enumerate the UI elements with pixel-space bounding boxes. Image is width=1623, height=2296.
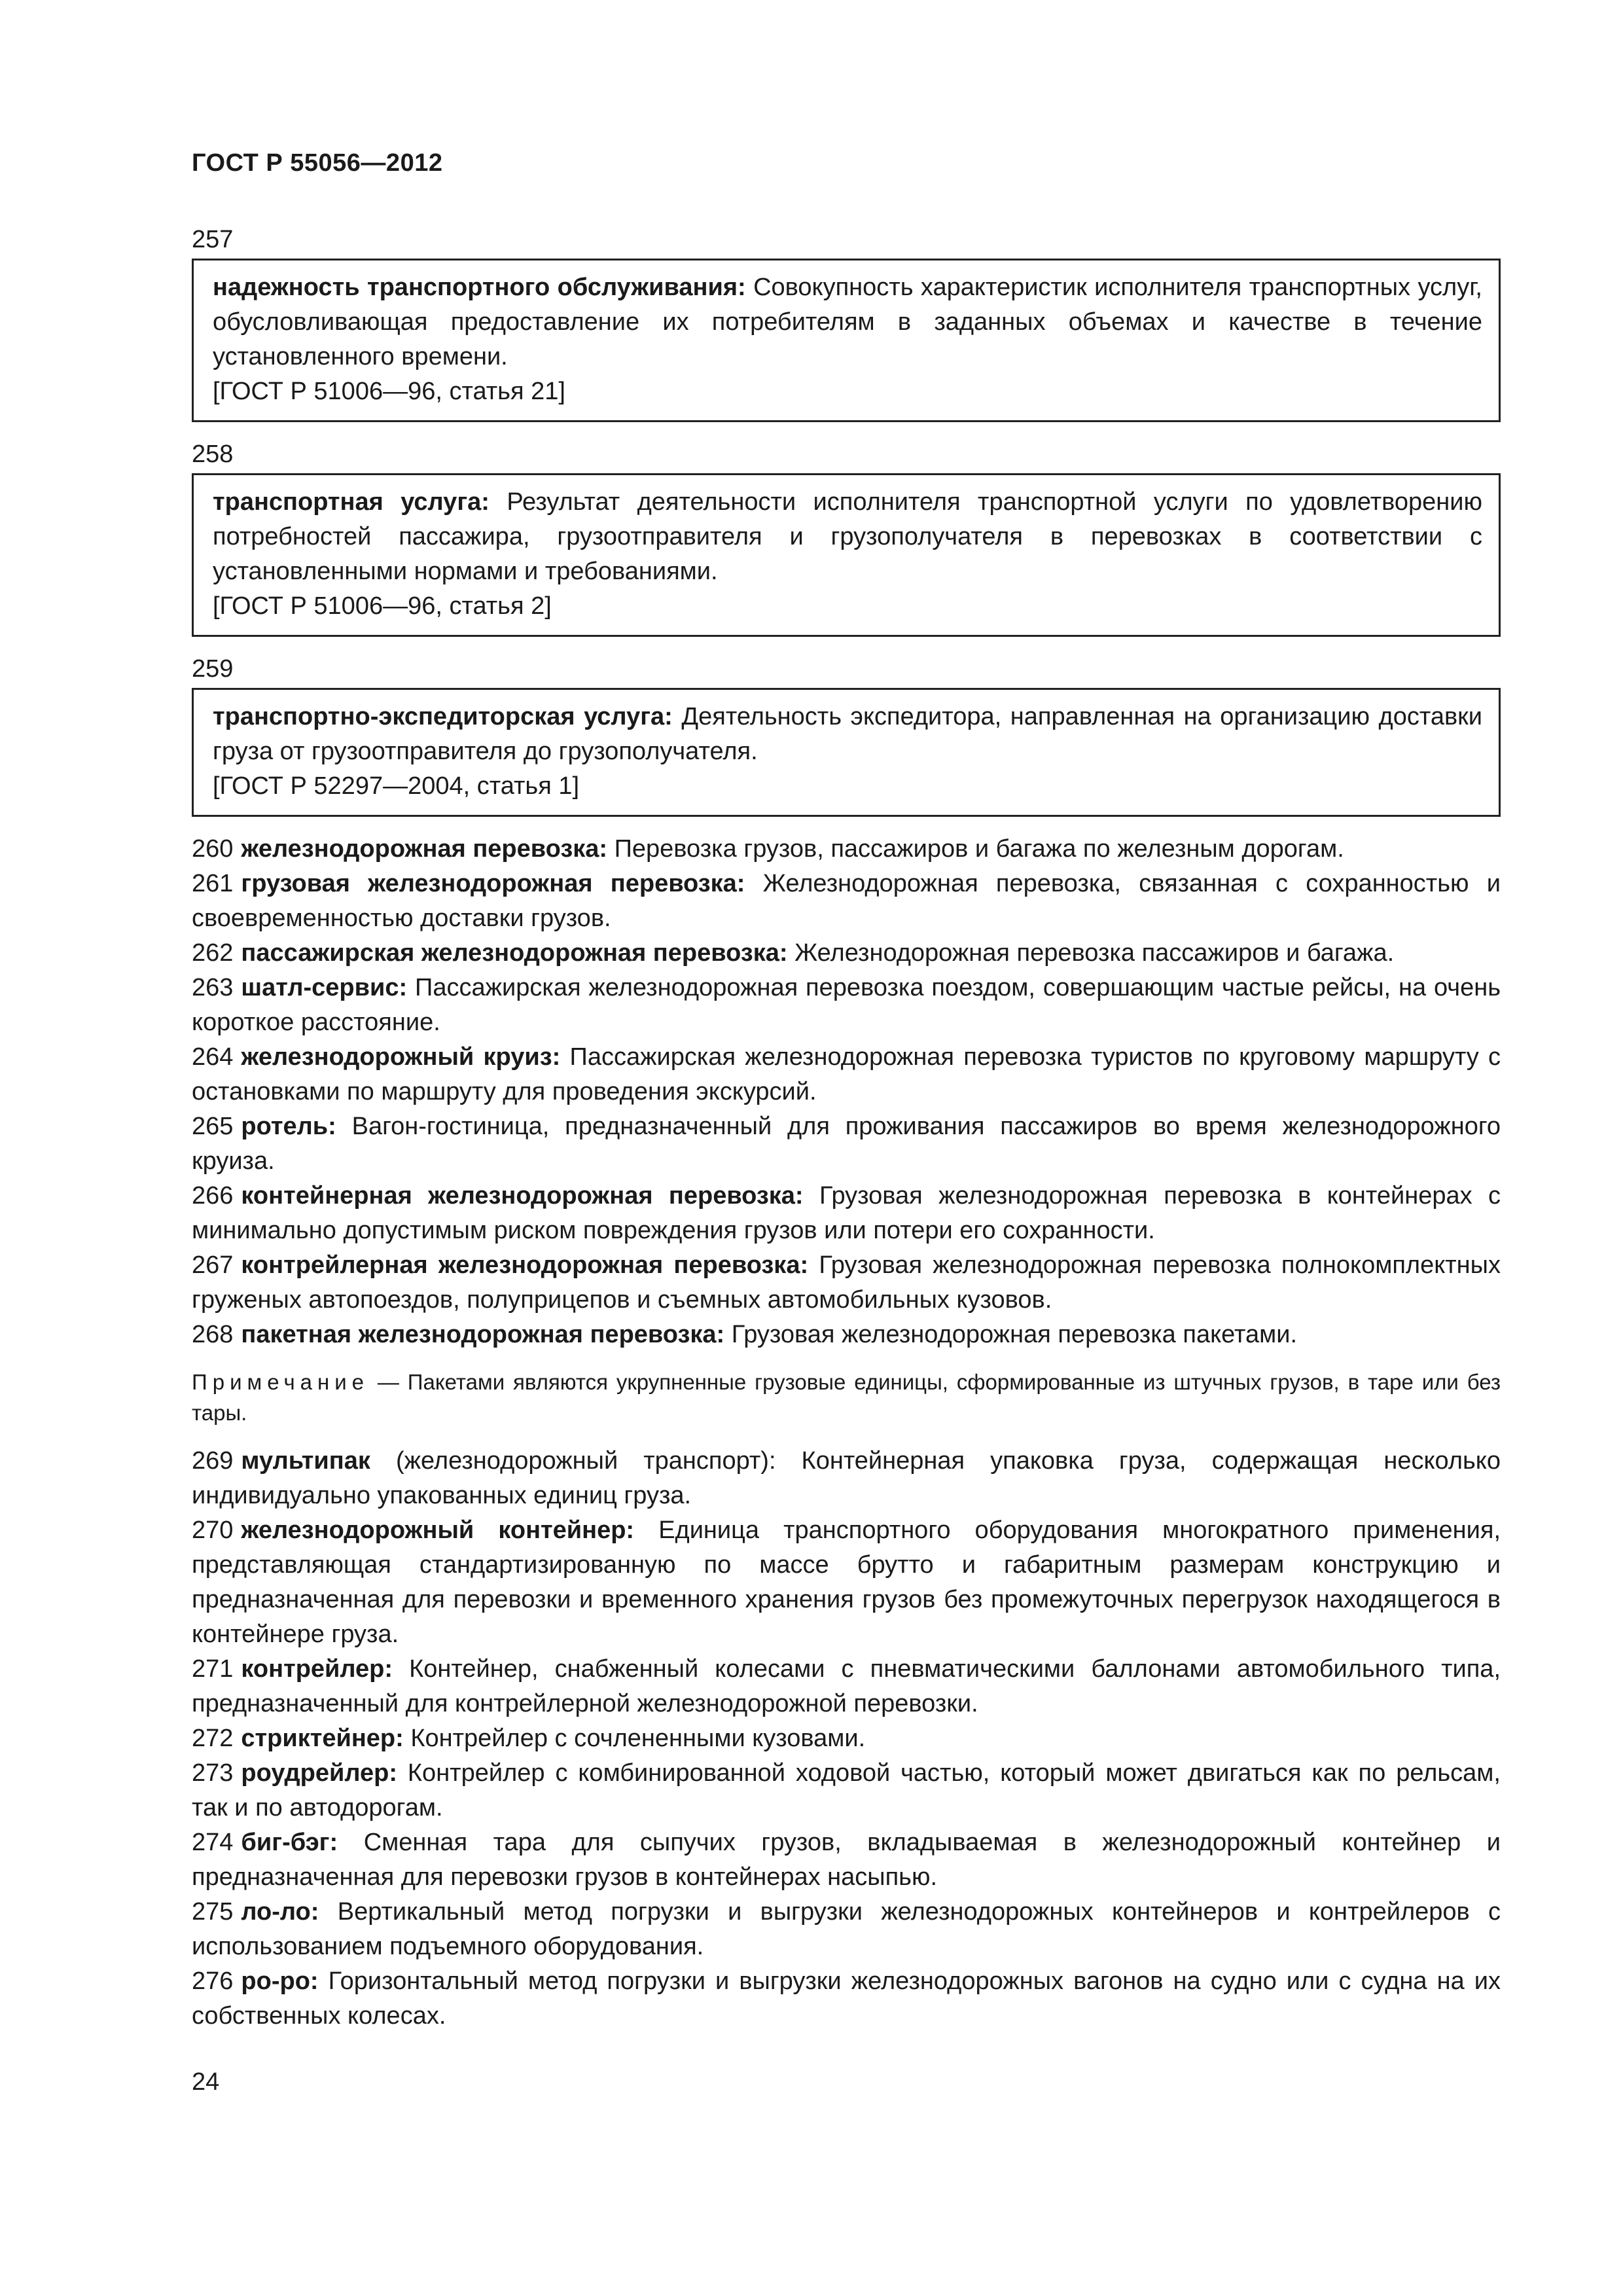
term-definition: Грузовая железнодорожная перевозка в контейнерах с минимально допустимым риском повреждения грузов или потери его сохранности. xyxy=(192,1182,1501,1244)
boxed-term xyxy=(192,259,1501,422)
term-paragraph xyxy=(213,270,1482,374)
term-number: 259 xyxy=(192,655,234,683)
term-number: 269 xyxy=(192,1447,234,1475)
term-name: железнодорожная перевозка: xyxy=(241,835,608,863)
boxed-term xyxy=(192,473,1501,637)
term-name: роудрейлер: xyxy=(241,1759,397,1787)
term-number: 268 xyxy=(192,1321,234,1348)
term-entry xyxy=(192,1825,1501,1895)
page-number: 24 xyxy=(192,2068,220,2096)
term-source: [ГОСТ Р 52297—2004, статья 1] xyxy=(213,772,580,800)
term-name: контрейлер: xyxy=(241,1655,393,1683)
term-definition: Вертикальный метод погрузки и выгрузки железнодорожных контейнеров и контрейлеров с использованием подъемного оборудования. xyxy=(192,1898,1501,1960)
term-entry xyxy=(192,1721,1501,1756)
page-header: ГОСТ Р 55056—2012 xyxy=(192,149,443,177)
boxed-term xyxy=(192,688,1501,817)
term-number: 276 xyxy=(192,1967,234,1995)
term-definition: Единица транспортного оборудования многократного применения, представляющая стандартизированную по массе брутто и габаритным размерам конструкцию и предназначенная для перевозки и временного хранения грузов без промежуточных перегрузок находящегося в контейнере груза. xyxy=(192,1516,1501,1648)
term-number: 262 xyxy=(192,939,234,967)
term-name: транспортная услуга: xyxy=(213,488,490,516)
term-name: транспортно-экспедиторская услуга: xyxy=(213,703,673,730)
term-definition: Железнодорожная перевозка пассажиров и багажа. xyxy=(794,939,1395,967)
term-entry xyxy=(192,1756,1501,1825)
term-definition: Совокупность характеристик исполнителя транспортных услуг, обусловливающая предоставление их потребителям в заданных объемах и качестве в течение установленного времени. xyxy=(213,274,1482,370)
term-number: 258 xyxy=(192,440,234,468)
term-entry xyxy=(192,832,1501,867)
term-source: [ГОСТ Р 51006—96, статья 21] xyxy=(213,378,565,405)
term-name: стриктейнер: xyxy=(241,1725,404,1752)
term-name: ро-ро: xyxy=(241,1967,319,1995)
term-name: грузовая железнодорожная перевозка: xyxy=(241,870,745,897)
term-list xyxy=(192,832,1501,2034)
term-definition: Контрейлер с сочлененными кузовами. xyxy=(410,1725,866,1752)
term-source: [ГОСТ Р 51006—96, статья 2] xyxy=(213,592,552,620)
term-number: 274 xyxy=(192,1829,234,1856)
term-definition: Перевозка грузов, пассажиров и багажа по железным дорогам. xyxy=(614,835,1344,863)
term-name: контейнерная железнодорожная перевозка: xyxy=(241,1182,804,1210)
term-number: 261 xyxy=(192,870,234,897)
term-definition: Грузовая железнодорожная перевозка пакетами. xyxy=(731,1321,1298,1348)
term-entry xyxy=(192,1652,1501,1721)
term-number: 272 xyxy=(192,1725,234,1752)
term-definition: Горизонтальный метод погрузки и выгрузки железнодорожных вагонов на судно или с судна на их собственных колесах. xyxy=(192,1967,1501,2030)
term-number: 265 xyxy=(192,1113,234,1140)
term-name: железнодорожный круиз: xyxy=(241,1043,561,1071)
term-name: контрейлерная железнодорожная перевозка: xyxy=(241,1251,809,1279)
term-entry xyxy=(192,1895,1501,1964)
term-definition: Контейнер, снабженный колесами с пневматическими баллонами автомобильного типа, предназначенный для контрейлерной железнодорожной перевозки. xyxy=(192,1655,1501,1717)
term-entry xyxy=(192,936,1501,971)
term-definition: Грузовая железнодорожная перевозка полнокомплектных груженых автопоездов, полуприцепов и съемных автомобильных кузовов. xyxy=(192,1251,1501,1314)
term-entry xyxy=(192,1040,1501,1109)
term-name: железнодорожный контейнер: xyxy=(241,1516,635,1544)
term-definition: Пассажирская железнодорожная перевозка туристов по круговому маршруту с остановками по маршруту для проведения экскурсий. xyxy=(192,1043,1501,1105)
term-entry xyxy=(192,971,1501,1040)
term-definition: Деятельность экспедитора, направленная на организацию доставки груза от грузоотправителя до грузополучателя. xyxy=(213,703,1483,765)
term-number: 257 xyxy=(192,226,234,253)
term-name: биг-бэг: xyxy=(241,1829,338,1856)
term-name: пакетная железнодорожная перевозка: xyxy=(241,1321,725,1348)
term-entry xyxy=(192,1179,1501,1248)
term-number: 270 xyxy=(192,1516,234,1544)
term-number: 271 xyxy=(192,1655,234,1683)
term-definition: Вагон-гостиница, предназначенный для проживания пассажиров во время железнодорожного круиза. xyxy=(192,1113,1501,1175)
term-definition: Железнодорожная перевозка, связанная с сохранностью и своевременностью доставки грузов. xyxy=(192,870,1501,932)
term-name: надежность транспортного обслуживания: xyxy=(213,274,746,301)
term-definition: Сменная тара для сыпучих грузов, вкладываемая в железнодорожный контейнер и предназначенная для перевозки грузов в контейнерах насыпью. xyxy=(192,1829,1501,1891)
note xyxy=(192,1367,1501,1428)
term-entry xyxy=(192,867,1501,936)
term-number: 267 xyxy=(192,1251,234,1279)
term-number: 260 xyxy=(192,835,234,863)
term-entry xyxy=(192,1444,1501,1513)
term-paragraph xyxy=(213,485,1482,589)
note-text: — Пакетами являются укрупненные грузовые единицы, сформированные из штучных грузов, в таре или без тары. xyxy=(192,1370,1501,1425)
term-entry xyxy=(192,1109,1501,1179)
term-number: 264 xyxy=(192,1043,234,1071)
term-definition: Контрейлер с комбинированной ходовой частью, который может двигаться как по рельсам, так и по автодорогам. xyxy=(192,1759,1501,1821)
term-number: 275 xyxy=(192,1898,234,1926)
term-entry xyxy=(192,1318,1501,1352)
term-entry xyxy=(192,1964,1501,2034)
term-name: ло-ло: xyxy=(241,1898,319,1926)
term-entry xyxy=(192,1513,1501,1652)
term-number: 263 xyxy=(192,974,234,1001)
term-definition: Результат деятельности исполнителя транспортной услуги по удовлетворению потребностей пассажира, грузоотправителя и грузополучателя в перевозках в соответствии с установленными нормами и требованиями. xyxy=(213,488,1482,585)
term-name: мультипак xyxy=(241,1447,370,1475)
document-body xyxy=(192,223,1501,2034)
term-paragraph xyxy=(213,700,1482,769)
term-number: 266 xyxy=(192,1182,234,1210)
term-name: ротель: xyxy=(241,1113,336,1140)
term-definition: Пассажирская железнодорожная перевозка поездом, совершающим частые рейсы, на очень короткое расстояние. xyxy=(192,974,1501,1036)
term-definition: (железнодорожный транспорт): Контейнерная упаковка груза, содержащая несколько индивидуально упакованных единиц груза. xyxy=(192,1447,1501,1509)
term-number: 273 xyxy=(192,1759,234,1787)
term-entry xyxy=(192,1248,1501,1318)
term-name: пассажирская железнодорожная перевозка: xyxy=(241,939,788,967)
note-label: Примечание xyxy=(192,1370,370,1394)
term-name: шатл-сервис: xyxy=(241,974,408,1001)
